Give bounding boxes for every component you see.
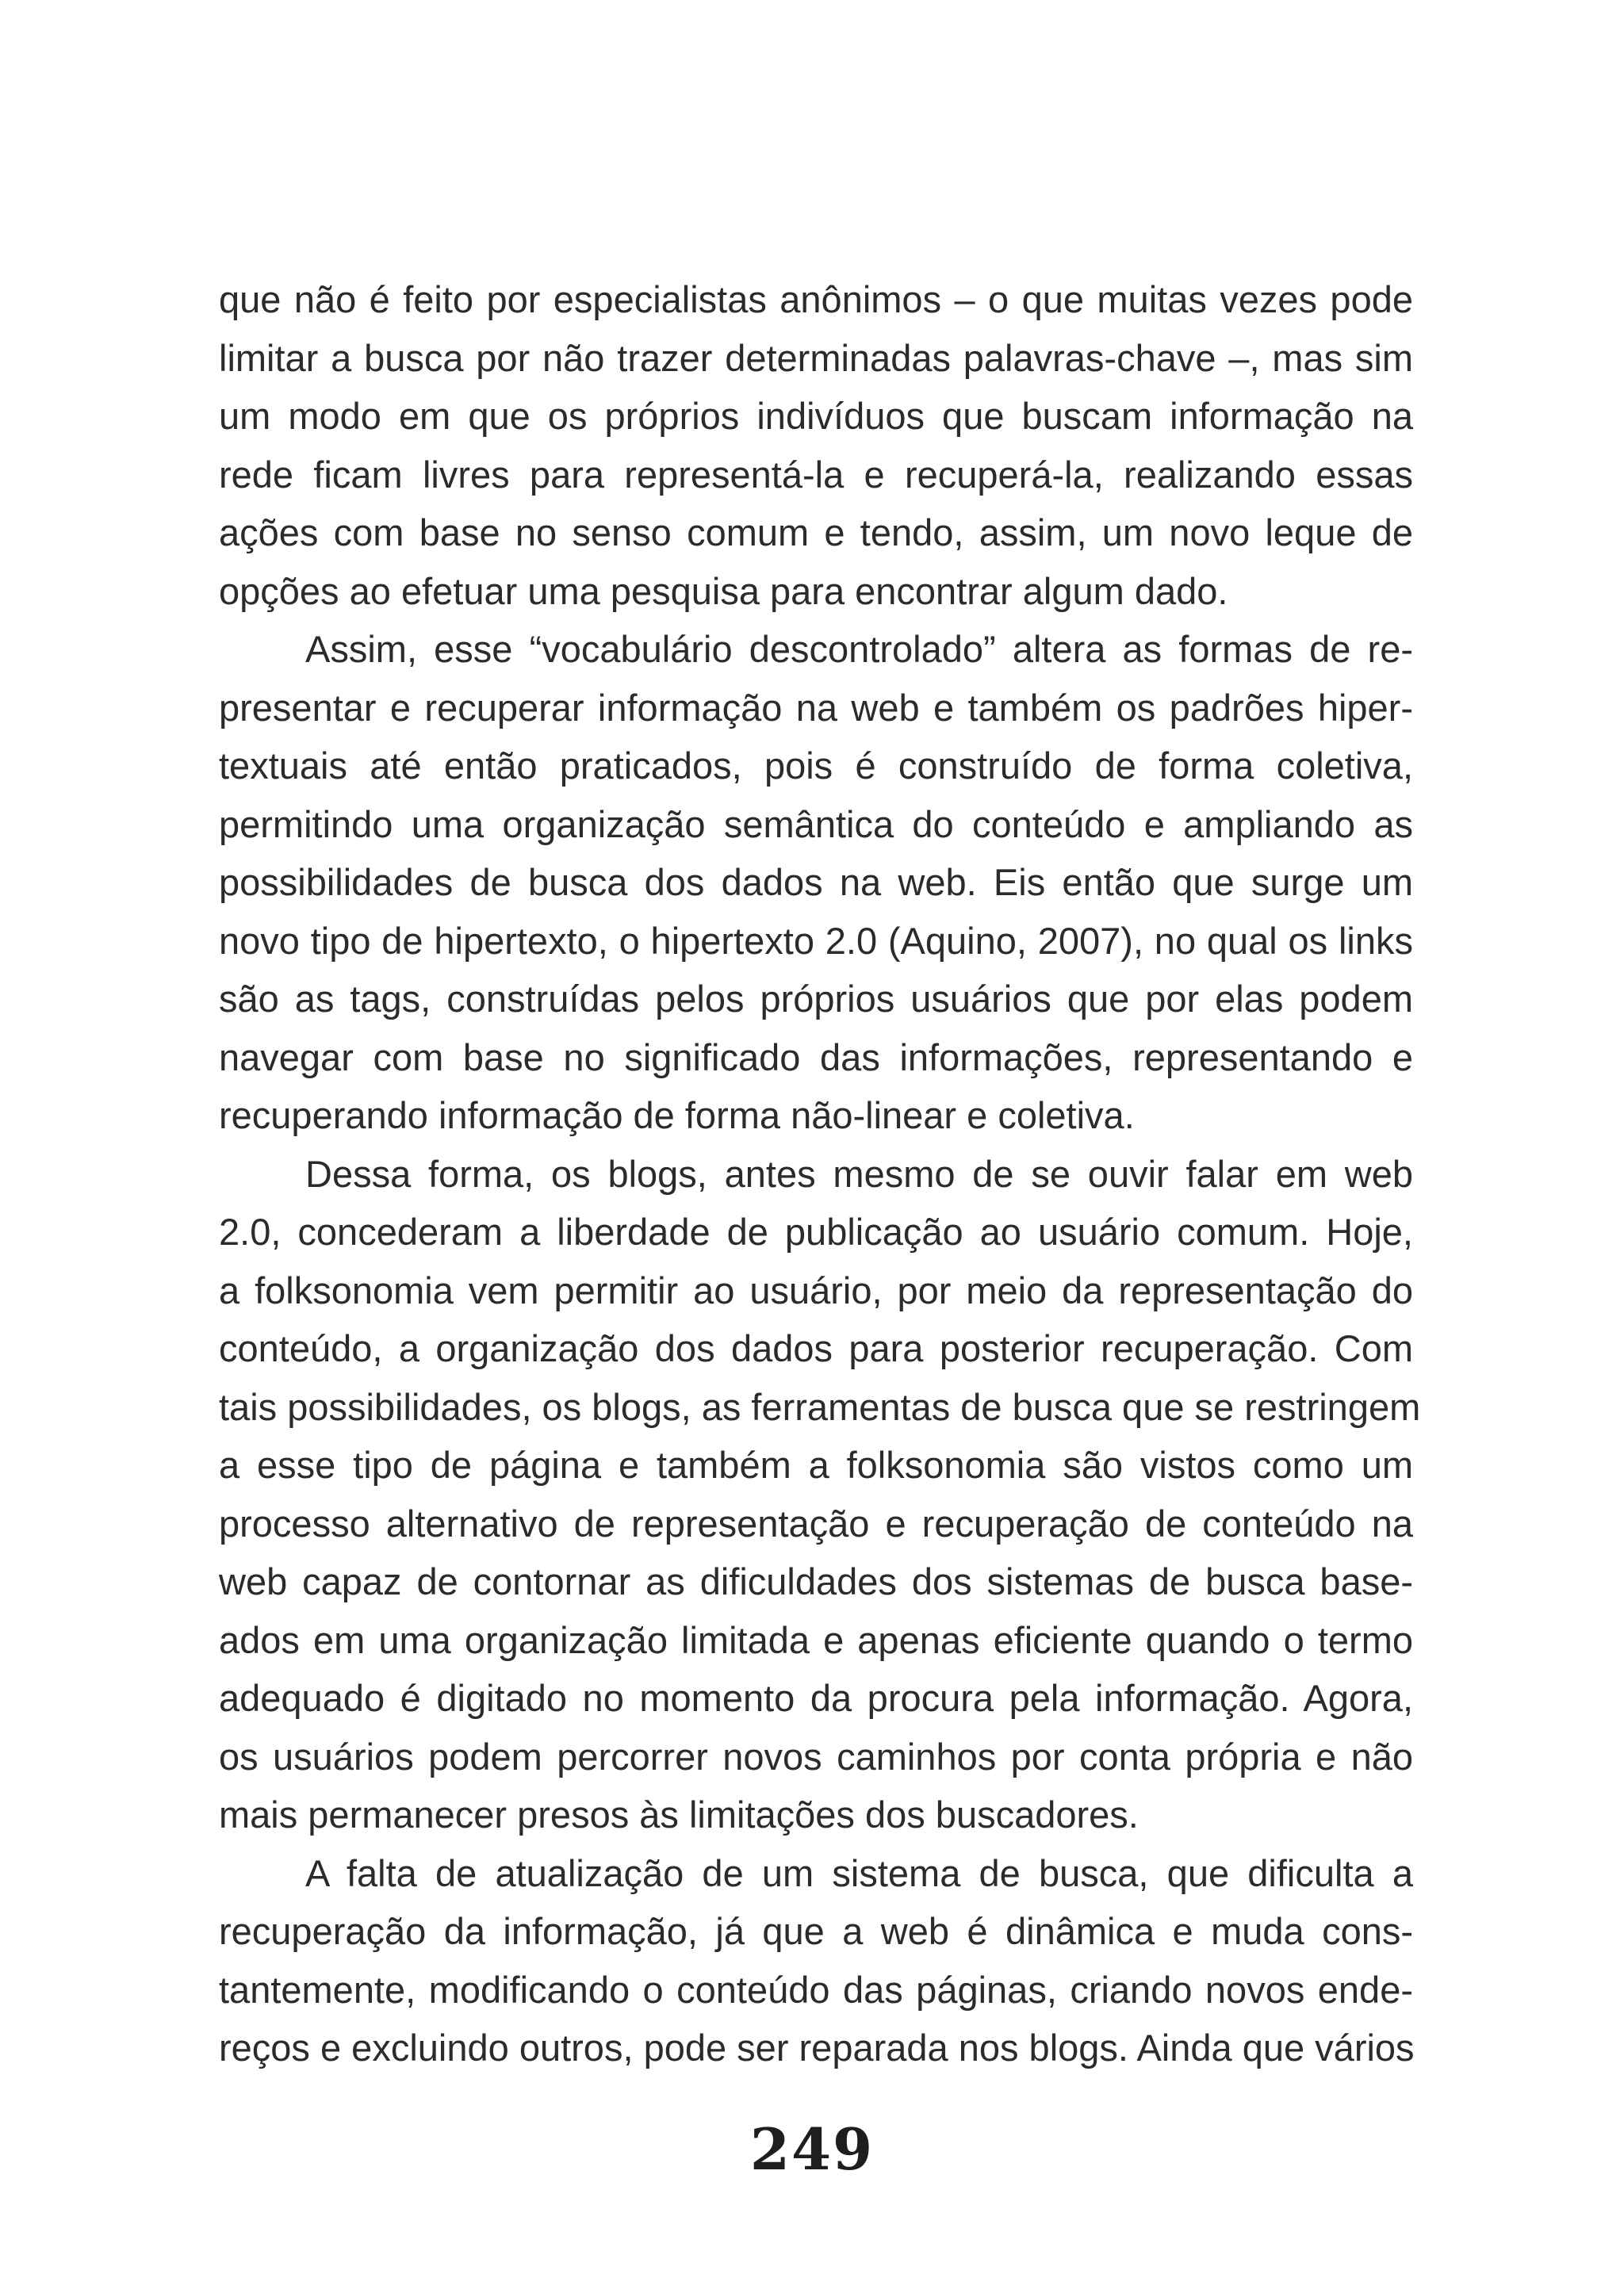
text-line: permitindo uma organização semântica do conteúdo e ampliando as <box>219 802 1413 845</box>
text-line: que não é feito por especialistas anônimos – o que muitas vezes pode <box>219 278 1413 320</box>
text-line: novo tipo de hipertexto, o hipertexto 2.0 (Aquino, 2007), no qual os links <box>219 919 1413 962</box>
text-line: reços e excluindo outros, pode ser reparada nos blogs. Ainda que vários <box>219 2027 1415 2069</box>
text-line: Assim, esse “vocabulário descontrolado” altera as formas de re- <box>305 628 1413 670</box>
text-line: a folksonomia vem permitir ao usuário, por meio da representação do <box>219 1269 1413 1311</box>
text-line: presentar e recuperar informação na web e também os padrões hiper- <box>219 686 1413 729</box>
text-line: tantemente, modificando o conteúdo das páginas, criando novos ende- <box>219 1968 1413 2011</box>
paragraph <box>219 1145 1421 1844</box>
text-line: adequado é digitado no momento da procura pela informação. Agora, <box>219 1677 1413 1719</box>
text-line: conteúdo, a organização dos dados para posterior recuperação. Com <box>219 1327 1413 1369</box>
text-line: recuperando informação de forma não-linear e coletiva. <box>219 1094 1135 1136</box>
text-line: a esse tipo de página e também a folksonomia são vistos como um <box>219 1444 1413 1486</box>
text-line: processo alternativo de representação e recuperação de conteúdo na <box>219 1502 1413 1545</box>
text-line: recuperação da informação, já que a web é dinâmica e muda cons- <box>219 1910 1413 1952</box>
text-line: possibilidades de busca dos dados na web. Eis então que surge um <box>219 861 1413 903</box>
paragraph <box>219 1844 1413 2077</box>
body-text <box>219 270 1421 2077</box>
page-number: 249 <box>749 2115 875 2183</box>
text-line: ações com base no senso comum e tendo, assim, um novo leque de <box>219 511 1413 553</box>
text-line: limitar a busca por não trazer determinadas palavras-chave –, mas sim <box>219 336 1413 379</box>
text-line: navegar com base no significado das informações, representando e <box>219 1036 1413 1078</box>
text-line: um modo em que os próprios indivíduos que buscam informação na <box>219 395 1413 437</box>
text-line: web capaz de contornar as dificuldades dos sistemas de busca base- <box>219 1560 1413 1602</box>
text-line: 2.0, concederam a liberdade de publicação ao usuário comum. Hoje, <box>219 1211 1413 1253</box>
text-line: Dessa forma, os blogs, antes mesmo de se ouvir falar em web <box>305 1152 1413 1195</box>
text-line: A falta de atualização de um sistema de busca, que dificulta a <box>305 1851 1413 1894</box>
text-line: rede ficam livres para representá-la e recuperá-la, realizando essas <box>219 453 1413 496</box>
text-line: são as tags, construídas pelos próprios usuários que por elas podem <box>219 978 1413 1020</box>
text-line: mais permanecer presos às limitações dos buscadores. <box>219 1794 1139 1836</box>
text-line: opções ao efetuar uma pesquisa para encontrar algum dado. <box>219 569 1228 612</box>
paragraph <box>219 270 1413 620</box>
text-line: os usuários podem percorrer novos caminhos por conta própria e não <box>219 1735 1413 1778</box>
text-line: textuais até então praticados, pois é construído de forma coletiva, <box>219 745 1413 787</box>
text-line: tais possibilidades, os blogs, as ferramentas de busca que se restringem <box>219 1385 1421 1428</box>
text-line: ados em uma organização limitada e apenas eficiente quando o termo <box>219 1618 1413 1661</box>
paragraph <box>219 620 1413 1145</box>
